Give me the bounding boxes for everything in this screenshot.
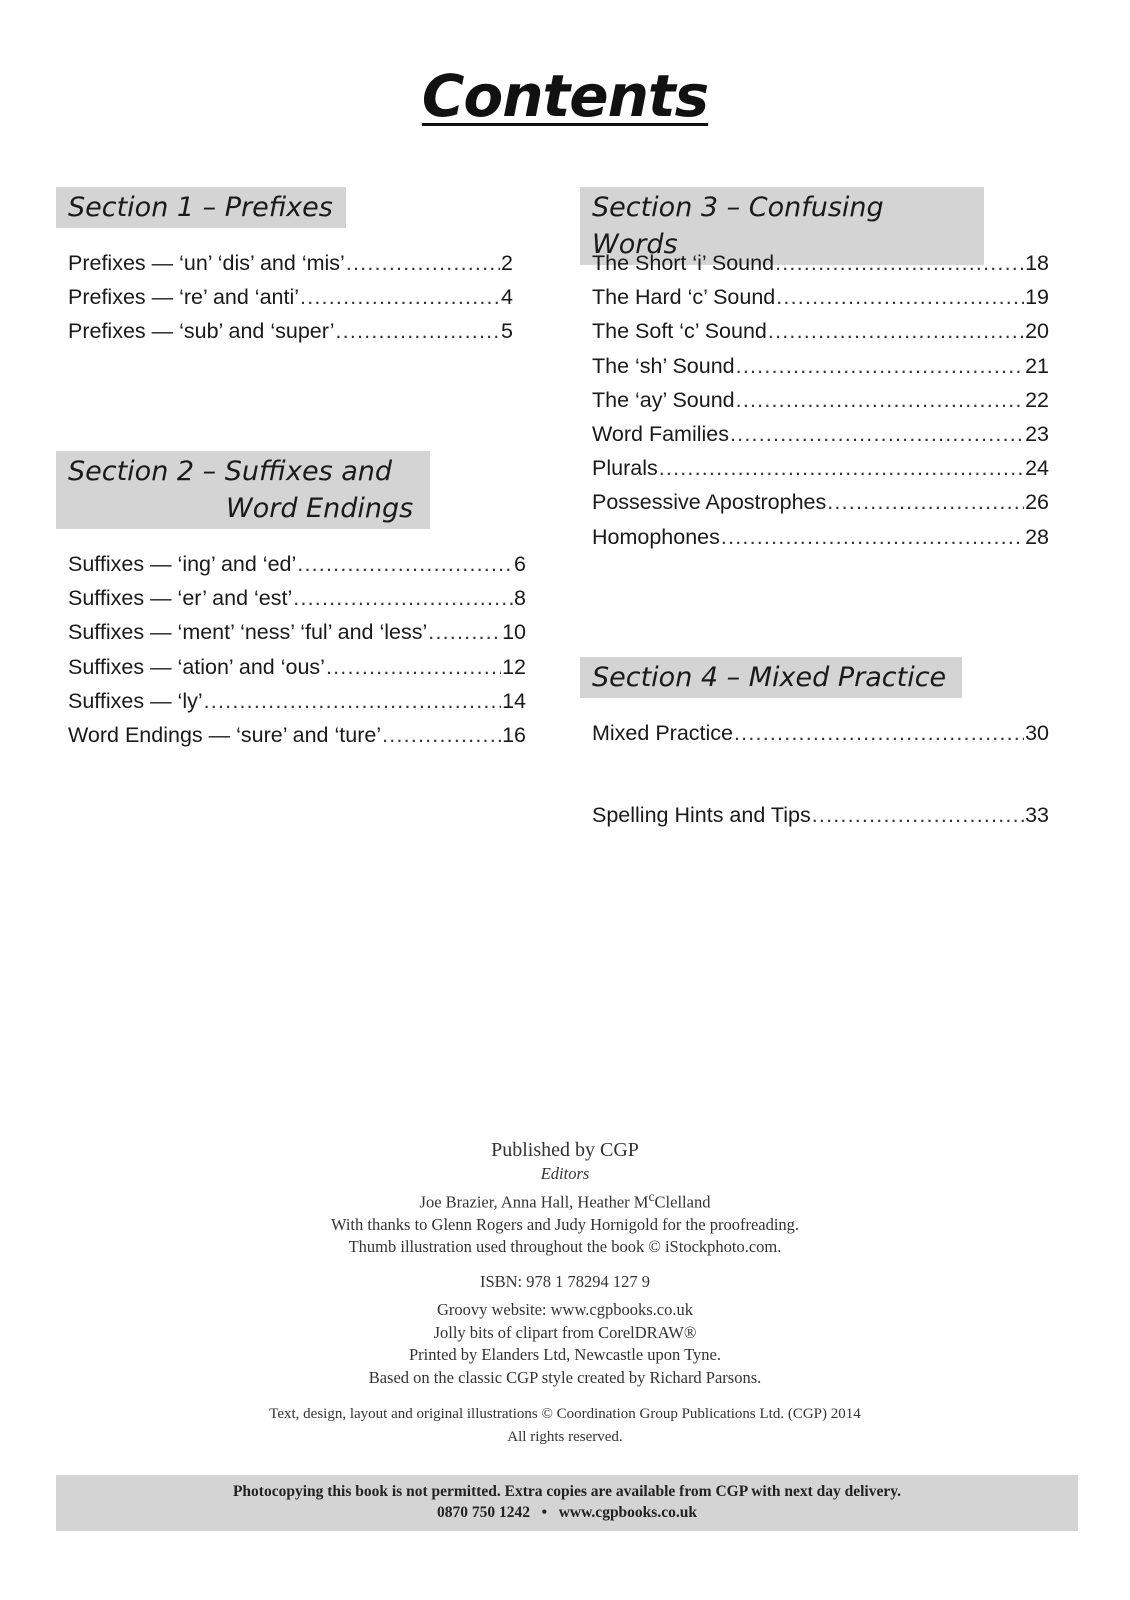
toc-entry[interactable]: [592, 388, 1049, 422]
dot-leader: [736, 388, 1024, 413]
section-1-list: [68, 251, 513, 354]
toc-entry-label: Possessive Apostrophes: [592, 490, 827, 515]
toc-entry-spelling-hints[interactable]: [592, 803, 1049, 837]
rights: All rights reserved.: [507, 1428, 623, 1445]
page-title: Contents: [421, 62, 709, 130]
footer-notice: [56, 1475, 1078, 1531]
dot-leader: [736, 354, 1024, 379]
toc-entry-page: 28: [1025, 524, 1049, 549]
toc-entry-label: Suffixes — ‘er’ and ‘est’: [68, 586, 293, 611]
toc-entry-page: 6: [514, 552, 526, 576]
editors-names: Joe Brazier, Anna Hall, Heather $M^cClelland$: [419, 1188, 711, 1211]
publisher-info: [0, 1137, 1130, 1448]
extra-list: [592, 803, 1049, 837]
footer-line-1: Photocopying this book is not permitted. Extra copies are available from CGP with next day delivery.: [232, 1483, 902, 1500]
toc-entry-label: The ‘sh’ Sound: [592, 353, 735, 378]
published-by: Published by CGP: [491, 1139, 639, 1161]
section-1-heading: Section 1 – Prefixes: [56, 187, 346, 228]
printer-credit: Printed by Elanders Ltd, Newcastle upon Tyne.: [409, 1345, 721, 1364]
isbn: ISBN: 978 1 78294 127 9: [479, 1271, 651, 1291]
dot-leader: [768, 319, 1024, 344]
dot-leader: [428, 620, 501, 645]
toc-entry-page: 4: [501, 285, 513, 310]
toc-entry[interactable]: [68, 620, 526, 654]
dot-leader: [326, 655, 501, 680]
toc-entry[interactable]: [592, 354, 1049, 388]
toc-entry-label: Suffixes — ‘ly’: [68, 688, 203, 713]
toc-entry-page: 24: [1025, 456, 1049, 481]
toc-entry[interactable]: [592, 525, 1049, 559]
toc-entry-page: 26: [1025, 490, 1049, 515]
toc-entry[interactable]: [68, 552, 526, 586]
toc-entry-label: Suffixes — ‘ment’ ‘ness’ ‘ful’ and ‘less’: [68, 620, 428, 645]
toc-entry-label: Mixed Practice: [592, 721, 733, 745]
toc-entry[interactable]: [68, 319, 513, 353]
illustration-credit: Thumb illustration used throughout the book © iStockphoto.com.: [348, 1237, 782, 1256]
section-2-list: [68, 552, 526, 757]
toc-entry[interactable]: [592, 456, 1049, 490]
toc-entry-page: 5: [501, 319, 513, 344]
dot-leader: [730, 422, 1024, 447]
toc-entry[interactable]: [592, 319, 1049, 353]
toc-entry[interactable]: [68, 586, 526, 620]
toc-entry-label: The Soft ‘c’ Sound: [592, 319, 767, 344]
toc-entry-page: 14: [502, 688, 526, 713]
toc-entry-label: Suffixes — ‘ing’ and ‘ed’: [68, 552, 297, 576]
toc-entry-page: 21: [1025, 353, 1049, 378]
editors-label: Editors: [540, 1164, 590, 1183]
toc-entry-page: 22: [1025, 387, 1049, 412]
toc-entry-label: Suffixes — ‘ation’ and ‘ous’: [68, 654, 325, 679]
toc-entry-label: Spelling Hints and Tips: [592, 803, 811, 827]
dot-leader: [382, 723, 501, 748]
style-credit: Based on the classic CGP style created by Richard Parsons.: [368, 1367, 762, 1387]
dot-leader: [300, 285, 500, 310]
dot-leader: [734, 721, 1024, 746]
website: Groovy website: www.cgpbooks.co.uk: [436, 1300, 694, 1319]
toc-entry-label: Prefixes — ‘sub’ and ‘super’: [68, 319, 335, 344]
thanks-line: With thanks to Glenn Rogers and Judy Hornigold for the proofreading.: [330, 1214, 800, 1234]
footer-line-2: 0870 750 1242 • www.cgpbooks.co.uk: [437, 1504, 697, 1521]
toc-entry[interactable]: [68, 655, 526, 689]
dot-leader: [812, 803, 1024, 828]
dot-leader: [204, 689, 501, 714]
toc-entry-label: The Hard ‘c’ Sound: [592, 285, 776, 310]
toc-entry-label: The Short ‘i’ Sound: [592, 251, 775, 275]
toc-entry-page: 20: [1025, 319, 1049, 344]
dot-leader: [659, 456, 1024, 481]
copyright: Text, design, layout and original illustrations © Coordination Group Publications Ltd. (CGP) 2014: [269, 1406, 861, 1422]
toc-entry-page: 30: [1025, 721, 1049, 745]
section-3-list: [592, 251, 1049, 559]
toc-entry-page: 10: [502, 620, 526, 645]
section-3-heading: Section 3 – Confusing Words: [580, 187, 984, 265]
toc-entry[interactable]: [592, 422, 1049, 456]
toc-entry-page: 18: [1025, 251, 1049, 275]
toc-entry-page: 12: [502, 654, 526, 679]
toc-entry-page: 16: [502, 722, 526, 747]
toc-entry-label: Word Endings — ‘sure’ and ‘ture’: [68, 722, 382, 747]
toc-entry[interactable]: [68, 689, 526, 723]
toc-entry-page: 8: [514, 586, 526, 611]
toc-entry-label: Prefixes — ‘un’ ‘dis’ and ‘mis’: [68, 251, 345, 275]
toc-entry-label: Prefixes — ‘re’ and ‘anti’: [68, 285, 300, 310]
dot-leader: [297, 552, 513, 577]
toc-entry[interactable]: [592, 285, 1049, 319]
toc-entry[interactable]: [592, 490, 1049, 524]
section-4-heading: Section 4 – Mixed Practice: [580, 657, 962, 698]
toc-entry-label: Homophones: [592, 524, 720, 549]
toc-entry-label: Plurals: [592, 456, 658, 481]
dot-leader: [827, 490, 1024, 515]
toc-entry[interactable]: [68, 285, 513, 319]
dot-leader: [776, 285, 1024, 310]
section-4-list: [592, 721, 1049, 755]
toc-entry-page: 2: [501, 251, 513, 275]
toc-entry-page: 33: [1025, 803, 1049, 827]
dot-leader: [335, 319, 500, 344]
toc-entry-page: 23: [1025, 421, 1049, 446]
clipart-credit: Jolly bits of clipart from CorelDRAW®: [433, 1322, 697, 1342]
section-2-heading: Section 2 – Suffixes and Word Endings: [56, 451, 430, 529]
toc-entry[interactable]: [592, 251, 1049, 285]
dot-leader: [721, 525, 1024, 550]
toc-entry[interactable]: [68, 723, 526, 757]
dot-leader: [775, 251, 1024, 276]
toc-entry-label: Word Families: [592, 421, 729, 446]
toc-entry[interactable]: [592, 721, 1049, 755]
dot-leader: [346, 251, 500, 276]
toc-entry[interactable]: [68, 251, 513, 285]
toc-entry-label: The ‘ay’ Sound: [592, 387, 735, 412]
dot-leader: [293, 586, 513, 611]
toc-entry-page: 19: [1025, 285, 1049, 310]
